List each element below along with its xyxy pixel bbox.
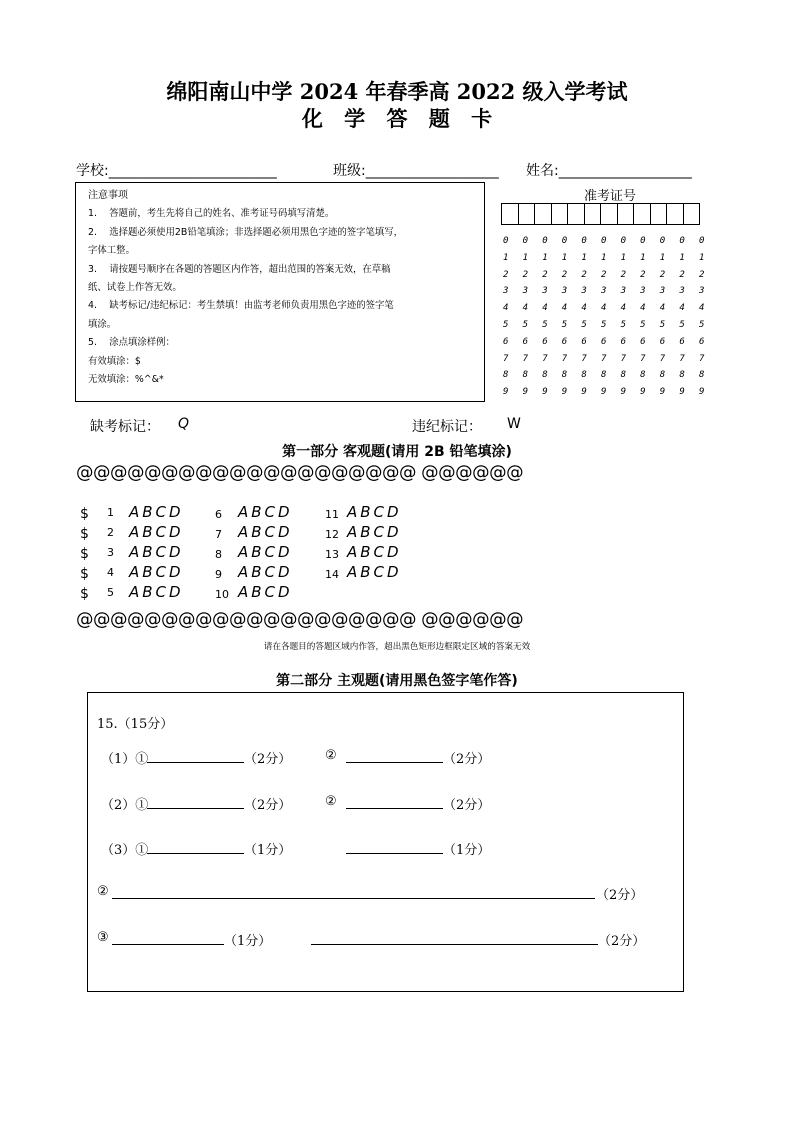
digit-bubble[interactable]: 4 — [620, 303, 626, 314]
question-number: 2 — [107, 526, 114, 539]
digit-bubble[interactable]: 0 — [503, 236, 509, 246]
question-number: 3 — [107, 546, 114, 559]
digit-bubble[interactable]: 6 — [640, 336, 646, 347]
digit-bubble[interactable]: 9 — [659, 387, 666, 398]
question-number: 14 — [325, 568, 339, 581]
answer-blank[interactable] — [112, 932, 224, 945]
digit-bubble[interactable]: 0 — [698, 236, 705, 246]
digit-bubble[interactable]: 6 — [620, 336, 626, 347]
digit-bubble[interactable]: 9 — [503, 387, 509, 398]
digit-row — [503, 236, 719, 253]
digit-bubble[interactable]: 3 — [679, 286, 685, 297]
question-number: 10 — [215, 588, 229, 601]
exam-id-cell[interactable] — [534, 203, 552, 225]
digit-bubble[interactable]: 6 — [659, 336, 666, 347]
digit-bubble[interactable]: 6 — [600, 336, 607, 347]
page-title: 绵阳南山中学 2024 年春季高 2022 级入学考试 — [166, 79, 628, 104]
notice-item: 2. 选择题必须使用2B铅笔填涂；非选择题必须用黑色字迹的签字笔填写， — [88, 226, 403, 238]
digit-bubble[interactable]: 1 — [600, 252, 607, 263]
digit-bubble[interactable]: 8 — [659, 370, 666, 381]
digit-row — [503, 286, 719, 303]
timing-mark: $ — [80, 586, 89, 602]
answer-blank[interactable] — [346, 841, 443, 854]
question-13[interactable] — [325, 543, 402, 562]
q15-2-2-label: ② — [325, 794, 337, 809]
digit-bubble[interactable]: 0 — [561, 236, 568, 246]
digit-bubble[interactable]: 7 — [600, 353, 607, 364]
question-14[interactable] — [325, 563, 402, 582]
notice-item: 字体工整。 — [88, 245, 135, 257]
digit-bubble[interactable]: 3 — [542, 286, 548, 297]
digit-bubble[interactable]: 0 — [542, 236, 548, 246]
digit-bubble[interactable]: 5 — [542, 319, 548, 330]
digit-bubble[interactable]: 7 — [659, 353, 666, 364]
answer-blank[interactable] — [311, 932, 598, 945]
answer-blank[interactable] — [346, 750, 443, 763]
digit-bubble[interactable]: 7 — [503, 353, 509, 364]
question-2[interactable] — [80, 523, 184, 542]
digit-bubble[interactable]: 0 — [600, 236, 607, 246]
question-number: 4 — [107, 566, 114, 579]
school-field[interactable]: 学校:________________________ — [76, 163, 277, 179]
digit-bubble[interactable]: 6 — [698, 336, 705, 347]
points-label: （2分） — [598, 934, 646, 949]
answer-options[interactable]: ABCD — [238, 503, 293, 521]
points-label: （2分） — [244, 752, 292, 767]
digit-row — [503, 320, 719, 337]
answer-options[interactable]: ABCD — [129, 503, 184, 521]
answer-options[interactable]: ABCD — [347, 503, 402, 521]
answer-blank[interactable] — [147, 750, 244, 763]
exam-id-cells[interactable] — [501, 203, 700, 225]
exam-id-cell[interactable] — [501, 203, 519, 225]
digit-bubble[interactable]: 4 — [561, 303, 568, 314]
timing-mark: $ — [80, 546, 89, 562]
answer-blank[interactable] — [147, 841, 244, 854]
digit-bubble[interactable]: 2 — [561, 269, 568, 280]
notice-box — [75, 182, 485, 402]
digit-row — [503, 354, 719, 371]
digit-bubble[interactable]: 2 — [542, 269, 548, 280]
exam-id-cell[interactable] — [633, 203, 651, 225]
question-number: 9 — [215, 568, 222, 581]
points-label: （1分） — [244, 843, 292, 858]
digit-bubble[interactable]: 7 — [620, 353, 626, 364]
digit-bubble[interactable]: 1 — [698, 252, 705, 263]
digit-bubble[interactable]: 5 — [679, 319, 685, 330]
digit-bubble[interactable]: 1 — [581, 252, 587, 263]
violation-mark-bubble[interactable]: W — [507, 416, 521, 432]
question-number: 12 — [325, 528, 339, 541]
notice-item: 无效填涂：%^&* — [88, 374, 164, 386]
digit-bubble[interactable]: 5 — [561, 319, 568, 330]
digit-bubble[interactable]: 2 — [698, 269, 705, 280]
class-field[interactable]: 班级:___________________ — [333, 163, 499, 179]
digit-bubble[interactable]: 2 — [679, 269, 685, 280]
digit-row — [503, 370, 719, 387]
absent-mark-bubble[interactable]: Q — [178, 416, 190, 432]
digit-bubble[interactable]: 8 — [600, 370, 607, 381]
name-field[interactable]: 姓名:___________________ — [526, 163, 692, 179]
question-11[interactable] — [325, 503, 402, 522]
digit-bubble[interactable]: 9 — [561, 387, 568, 398]
digit-bubble[interactable]: 5 — [659, 319, 666, 330]
exam-id-cell[interactable] — [683, 203, 701, 225]
digit-bubble[interactable]: 1 — [620, 252, 626, 263]
question-number: 7 — [215, 528, 222, 541]
notice-item: 填涂。 — [88, 318, 117, 330]
digit-row — [503, 303, 719, 320]
digit-bubble[interactable]: 7 — [542, 353, 548, 364]
digit-bubble[interactable]: 2 — [600, 269, 607, 280]
notice-item: 4. 缺考标记/违纪标记：考生禁填！由监考老师负责用黑色字迹的签字笔 — [88, 300, 394, 312]
answer-options[interactable]: ABCD — [238, 523, 293, 541]
digit-bubble[interactable]: 3 — [581, 286, 587, 297]
points-label: （2分） — [596, 888, 644, 903]
digit-bubble[interactable]: 3 — [561, 286, 568, 297]
answer-options[interactable]: ABCD — [129, 543, 184, 561]
digit-bubble[interactable]: 4 — [581, 303, 587, 314]
digit-bubble[interactable]: 9 — [679, 387, 685, 398]
digit-bubble[interactable]: 6 — [542, 336, 548, 347]
points-label: （2分） — [244, 798, 292, 813]
answer-options[interactable]: ABCD — [129, 583, 184, 601]
digit-bubble[interactable]: 2 — [620, 269, 626, 280]
exam-id-cell[interactable] — [584, 203, 602, 225]
digit-bubble[interactable]: 4 — [679, 303, 685, 314]
digit-bubble[interactable]: 7 — [581, 353, 587, 364]
timing-marks-bottom: @@@@@@@@@@@@@@@@@@@@ @@@@@@ — [76, 610, 524, 630]
exam-id-cell[interactable] — [617, 203, 635, 225]
digit-bubble[interactable]: 0 — [581, 236, 587, 246]
digit-bubble[interactable]: 1 — [679, 252, 685, 263]
digit-bubble[interactable]: 2 — [640, 269, 646, 280]
digit-row — [503, 387, 719, 404]
digit-bubble[interactable]: 9 — [640, 387, 646, 398]
notice-item: 有效填涂：$ — [88, 355, 141, 367]
digit-bubble[interactable]: 1 — [522, 252, 529, 263]
q15-1-1-label: （1）① — [101, 752, 149, 767]
points-label: （1分） — [443, 843, 491, 858]
answer-options[interactable]: ABCD — [129, 563, 184, 581]
question-number: 6 — [215, 508, 222, 521]
question-12[interactable] — [325, 523, 402, 542]
digit-bubble[interactable]: 1 — [542, 252, 548, 263]
timing-marks-top: @@@@@@@@@@@@@@@@@@@@ @@@@@@ — [76, 463, 524, 483]
digit-bubble[interactable]: 0 — [640, 236, 646, 246]
digit-bubble[interactable]: 4 — [522, 303, 529, 314]
part1-title: 第一部分 客观题(请用 2B 铅笔填涂) — [282, 444, 512, 460]
digit-bubble[interactable]: 8 — [581, 370, 587, 381]
digit-bubble[interactable]: 4 — [659, 303, 666, 314]
digit-bubble[interactable]: 8 — [542, 370, 548, 381]
question-1[interactable] — [80, 503, 184, 522]
question-6[interactable] — [215, 503, 293, 522]
digit-bubble[interactable]: 5 — [581, 319, 587, 330]
question-number: 8 — [215, 548, 222, 561]
digit-bubble[interactable]: 3 — [503, 286, 509, 297]
digit-bubble[interactable]: 5 — [698, 319, 705, 330]
notice-item: 5. 涂点填涂样例： — [88, 337, 175, 349]
digit-bubble[interactable]: 8 — [679, 370, 685, 381]
exam-id-cell[interactable] — [600, 203, 618, 225]
exam-id-cell[interactable] — [518, 203, 536, 225]
question-3[interactable] — [80, 543, 184, 562]
points-label: （2分） — [443, 798, 491, 813]
timing-mark: $ — [80, 506, 89, 522]
exam-id-cell[interactable] — [650, 203, 668, 225]
notice-item: 1. 答题前，考生先将自己的姓名、准考证号码填写清楚。 — [88, 208, 335, 220]
page-subtitle: 化 学 答 题 卡 — [301, 106, 493, 131]
question-9[interactable] — [215, 563, 293, 582]
points-label: （2分） — [443, 752, 491, 767]
q15-3-2-label: ② — [97, 884, 109, 899]
question-7[interactable] — [215, 523, 293, 542]
digit-bubble[interactable]: 9 — [698, 387, 705, 398]
digit-bubble[interactable]: 7 — [522, 353, 529, 364]
digit-bubble[interactable]: 3 — [620, 286, 626, 297]
digit-bubble[interactable]: 8 — [640, 370, 646, 381]
digit-bubble[interactable]: 8 — [561, 370, 568, 381]
digit-bubble[interactable]: 2 — [503, 269, 509, 280]
digit-bubble[interactable]: 3 — [600, 286, 607, 297]
digit-bubble[interactable]: 9 — [542, 387, 548, 398]
q15-3-1-label: （3）① — [101, 843, 149, 858]
question-10[interactable] — [215, 583, 293, 602]
answer-options[interactable]: ABCD — [238, 563, 293, 581]
q15-2-1-label: （2）① — [101, 798, 149, 813]
part2-title: 第二部分 主观题(请用黑色签字笔作答) — [276, 673, 518, 689]
digit-bubble[interactable]: 6 — [561, 336, 568, 347]
exam-id-cell[interactable] — [551, 203, 569, 225]
digit-bubble[interactable]: 9 — [581, 387, 587, 398]
digit-bubble[interactable]: 9 — [620, 387, 626, 398]
digit-bubble[interactable]: 4 — [600, 303, 607, 314]
absent-mark-label: 缺考标记： — [90, 419, 160, 435]
digit-bubble[interactable]: 4 — [640, 303, 646, 314]
exam-id-label: 准考证号 — [583, 189, 636, 204]
digit-bubble[interactable]: 6 — [522, 336, 529, 347]
answer-blank[interactable] — [112, 886, 595, 899]
digit-row — [503, 253, 719, 270]
digit-bubble[interactable]: 8 — [522, 370, 529, 381]
digit-bubble[interactable]: 1 — [561, 252, 568, 263]
digit-bubble[interactable]: 2 — [659, 269, 666, 280]
digit-bubble[interactable]: 4 — [503, 303, 509, 314]
exam-id-cell[interactable] — [567, 203, 585, 225]
digit-bubble[interactable]: 6 — [503, 336, 509, 347]
notice-item: 纸、试卷上作答无效。 — [88, 282, 182, 294]
digit-bubble[interactable]: 2 — [581, 269, 587, 280]
digit-bubble[interactable]: 5 — [640, 319, 646, 330]
digit-bubble[interactable]: 5 — [600, 319, 607, 330]
answer-options[interactable]: ABCD — [238, 543, 293, 561]
question-5[interactable] — [80, 583, 184, 602]
answer-blank[interactable] — [346, 796, 443, 809]
question-4[interactable] — [80, 563, 184, 582]
q15-3-3-label: ③ — [97, 930, 109, 945]
digit-bubble[interactable]: 8 — [698, 370, 705, 381]
digit-bubble[interactable]: 7 — [698, 353, 705, 364]
digit-bubble[interactable]: 0 — [679, 236, 685, 246]
notice-title: 注意事项 — [88, 190, 128, 201]
digit-bubble[interactable]: 1 — [503, 252, 509, 263]
answer-options[interactable]: ABCD — [129, 523, 184, 541]
digit-bubble[interactable]: 8 — [620, 370, 626, 381]
digit-bubble[interactable]: 7 — [679, 353, 685, 364]
exam-id-bubble-grid[interactable] — [503, 236, 719, 404]
digit-bubble[interactable]: 1 — [640, 252, 646, 263]
digit-bubble[interactable]: 3 — [640, 286, 646, 297]
digit-bubble[interactable]: 1 — [659, 252, 666, 263]
digit-bubble[interactable]: 0 — [620, 236, 626, 246]
timing-mark: $ — [80, 566, 89, 582]
question-8[interactable] — [215, 543, 293, 562]
digit-bubble[interactable]: 3 — [698, 286, 705, 297]
digit-bubble[interactable]: 8 — [503, 370, 509, 381]
digit-bubble[interactable]: 2 — [522, 269, 529, 280]
digit-bubble[interactable]: 4 — [542, 303, 548, 314]
digit-row — [503, 337, 719, 354]
answer-box-q15 — [87, 692, 684, 992]
digit-row — [503, 270, 719, 287]
question-number: 5 — [107, 586, 114, 599]
digit-bubble[interactable]: 5 — [620, 319, 626, 330]
digit-bubble[interactable]: 3 — [659, 286, 666, 297]
answer-options[interactable]: ABCD — [347, 563, 402, 581]
question-number: 1 — [107, 506, 114, 519]
digit-bubble[interactable]: 9 — [522, 387, 529, 398]
question-number: 11 — [325, 508, 339, 521]
digit-bubble[interactable]: 0 — [659, 236, 666, 246]
digit-bubble[interactable]: 4 — [698, 303, 705, 314]
answer-options[interactable]: ABCD — [347, 543, 402, 561]
points-label: （1分） — [224, 934, 272, 949]
q15-1-2-label: ② — [325, 748, 337, 763]
answer-options[interactable]: ABCD — [238, 583, 293, 601]
digit-bubble[interactable]: 6 — [581, 336, 587, 347]
digit-bubble[interactable]: 9 — [600, 387, 607, 398]
digit-bubble[interactable]: 3 — [522, 286, 529, 297]
digit-bubble[interactable]: 6 — [679, 336, 685, 347]
question-number: 13 — [325, 548, 339, 561]
digit-bubble[interactable]: 5 — [503, 319, 509, 330]
violation-mark-label: 违纪标记： — [412, 419, 482, 435]
answer-area-note: 请在各题目的答题区域内作答，超出黑色矩形边框限定区域的答案无效 — [263, 642, 531, 652]
timing-mark: $ — [80, 526, 89, 542]
digit-bubble[interactable]: 7 — [640, 353, 646, 364]
digit-bubble[interactable]: 0 — [522, 236, 529, 246]
digit-bubble[interactable]: 7 — [561, 353, 568, 364]
q15-header: 15.（15分） — [97, 717, 174, 732]
exam-id-cell[interactable] — [666, 203, 684, 225]
answer-options[interactable]: ABCD — [347, 523, 402, 541]
notice-item: 3. 请按题号顺序在各题的答题区内作答，超出范围的答案无效，在草稿 — [88, 263, 391, 275]
digit-bubble[interactable]: 5 — [522, 319, 529, 330]
answer-blank[interactable] — [147, 796, 244, 809]
